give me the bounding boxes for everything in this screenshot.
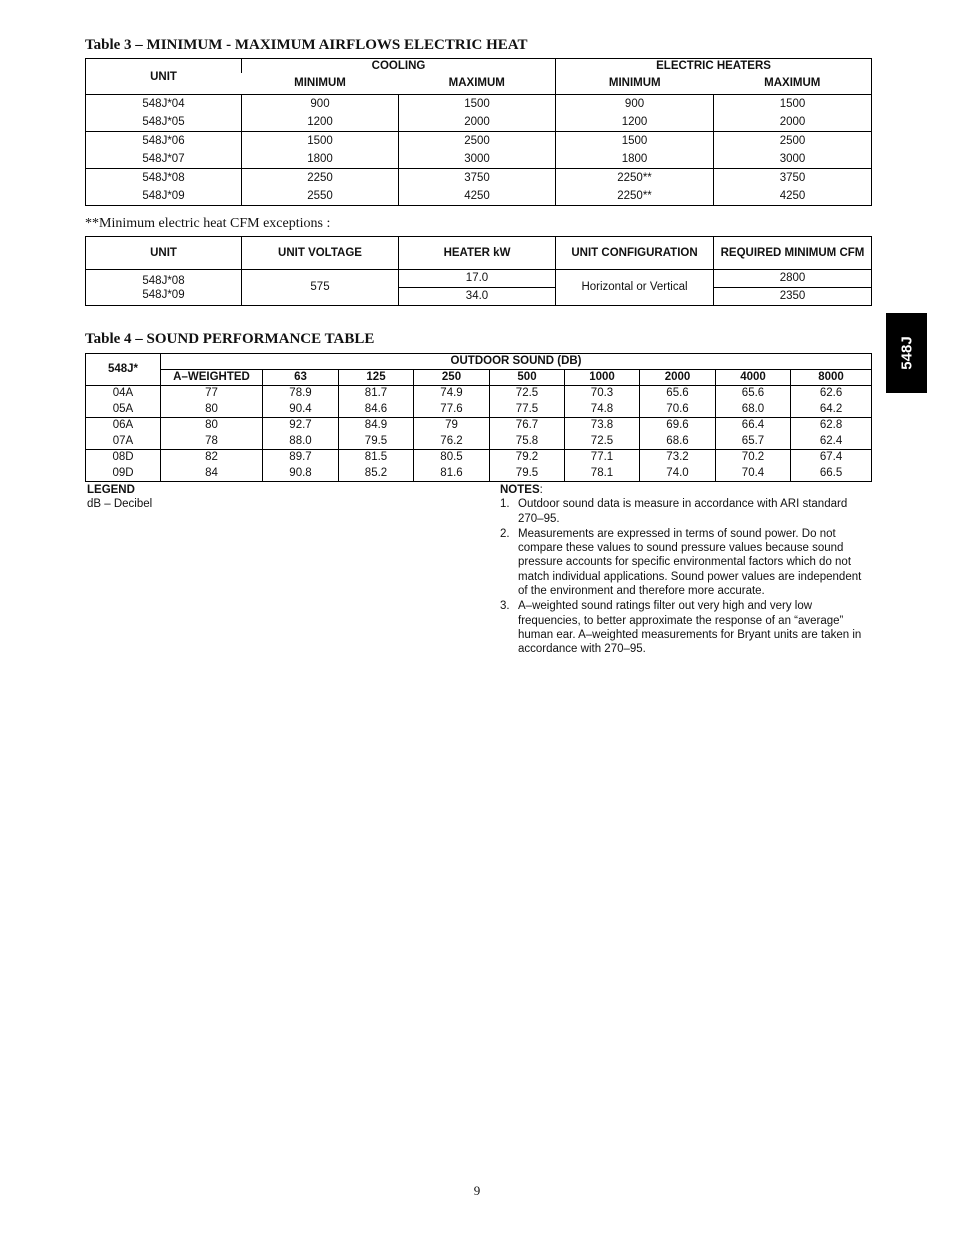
side-tab	[886, 313, 927, 393]
t4-col-header: 500	[490, 370, 565, 386]
model-cell: 07A	[112, 434, 134, 447]
sound-value-cell: 66.5	[791, 466, 872, 482]
value-cell: 3750	[399, 169, 556, 188]
sound-value-cell: 79.5	[339, 434, 414, 450]
unit-cell: 548J*04	[142, 98, 185, 110]
value-cell: 2500	[714, 132, 872, 151]
table-row	[86, 466, 872, 482]
sound-value-cell: 77.1	[565, 450, 640, 466]
side-tab-label: 548J	[898, 336, 915, 370]
page-number: 9	[473, 1183, 481, 1198]
sound-value-cell: 78.1	[565, 466, 640, 482]
sound-value-cell: 74.9	[414, 386, 490, 402]
sound-value-cell: 70.4	[716, 466, 791, 482]
t4-col-header: 2000	[640, 370, 716, 386]
sound-value-cell: 76.2	[414, 434, 490, 450]
value-cell: 2000	[399, 113, 556, 132]
ex-header-config: UNIT CONFIGURATION	[556, 237, 714, 270]
sound-value-cell: 68.0	[716, 402, 791, 418]
header-cooling-max: MAXIMUM	[399, 73, 556, 95]
value-cell: 2250**	[556, 187, 714, 206]
sound-value-cell: 77.6	[414, 402, 490, 418]
value-cell: 1500	[556, 132, 714, 151]
sound-value-cell: 70.3	[565, 386, 640, 402]
unit-cell: 548J*09	[142, 190, 185, 202]
sound-value-cell: 78.9	[263, 386, 339, 402]
ex-unit-cell	[86, 270, 242, 306]
table-row	[86, 150, 872, 169]
ex-voltage: 575	[242, 270, 399, 306]
sound-value-cell: 79	[414, 418, 490, 434]
notes-title: NOTES	[500, 484, 540, 496]
table-row	[86, 418, 872, 434]
table-row	[86, 95, 872, 114]
ex-header-unit: UNIT	[86, 237, 242, 270]
sound-value-cell: 76.7	[490, 418, 565, 434]
ex-kw-1: 17.0	[399, 270, 556, 288]
sound-value-cell: 77.5	[490, 402, 565, 418]
notes-list	[500, 497, 872, 656]
model-cell: 09D	[112, 466, 134, 479]
ex-kw-2: 34.0	[399, 288, 556, 306]
sound-value-cell: 77	[161, 386, 263, 402]
sound-value-cell: 89.7	[263, 450, 339, 466]
notes: NOTES: 1. Outdoor sound data is measure in accordance with ARI standard 270–95. 2. Measurements are expressed in terms of sound power. Do not compare these values to sound pressure values because sound pressure accounts for specific environmental factors which do not match individual applications. Sound power values are independent of the environment and therefore more accurate. 3. A–weighted sound ratings filter out very high and very low frequencies, to better approximate the response of an “average” human ear. A–weighted measurements for Bryant units are taken in accordance with 270–95.	[500, 483, 872, 658]
header-cooling-min: MINIMUM	[242, 73, 399, 95]
sound-value-cell: 66.4	[716, 418, 791, 434]
note-item	[500, 599, 872, 656]
sound-value-cell: 80.5	[414, 450, 490, 466]
ex-cfm-1: 2800	[714, 270, 872, 288]
unit-cell: 548J*07	[142, 153, 185, 165]
t4-header-outdoor-sound: OUTDOOR SOUND (DB)	[161, 354, 872, 370]
value-cell: 1200	[556, 113, 714, 132]
legend	[87, 483, 152, 512]
value-cell: 4250	[714, 187, 872, 206]
ex-cfm-2: 2350	[714, 288, 872, 306]
sound-value-cell: 78	[161, 434, 263, 450]
table3-title: Table 3 – MINIMUM - MAXIMUM AIRFLOWS ELECTRIC HEAT	[85, 37, 528, 53]
sound-value-cell: 70.6	[640, 402, 716, 418]
note-text: A–weighted sound ratings filter out very high and very low frequencies, to better approximate the response of an “average” human ear. A–weighted measurements for Bryant units are taken in accordance with 270–95.	[518, 600, 862, 656]
sound-value-cell: 79.2	[490, 450, 565, 466]
table-row	[86, 187, 872, 206]
sound-value-cell: 90.4	[263, 402, 339, 418]
sound-value-cell: 79.5	[490, 466, 565, 482]
sound-value-cell: 64.2	[791, 402, 872, 418]
value-cell: 3000	[714, 150, 872, 169]
sound-value-cell: 80	[161, 418, 263, 434]
table-row	[86, 132, 872, 151]
sound-value-cell: 62.4	[791, 434, 872, 450]
note-text: Outdoor sound data is measure in accordance with ARI standard 270–95.	[518, 498, 848, 525]
sound-value-cell: 68.6	[640, 434, 716, 450]
sound-value-cell: 82	[161, 450, 263, 466]
model-cell: 04A	[112, 387, 134, 399]
sound-value-cell: 67.4	[791, 450, 872, 466]
ex-unit-1: 548J*08	[142, 274, 185, 287]
cfm-exceptions-table	[85, 236, 872, 306]
sound-value-cell: 65.6	[640, 386, 716, 402]
sound-value-cell: 84	[161, 466, 263, 482]
table-row	[86, 450, 872, 466]
t4-col-header: 63	[263, 370, 339, 386]
unit-cell: 548J*08	[86, 169, 242, 188]
t4-col-header: 1000	[565, 370, 640, 386]
sound-value-cell: 81.7	[339, 386, 414, 402]
value-cell: 2550	[242, 187, 399, 206]
ex-config: Horizontal or Vertical	[556, 270, 714, 306]
legend-title: LEGEND	[87, 484, 135, 496]
header-heat-min: MINIMUM	[556, 73, 714, 95]
sound-value-cell: 90.8	[263, 466, 339, 482]
ex-header-kw: HEATER kW	[399, 237, 556, 270]
table4-title: Table 4 – SOUND PERFORMANCE TABLE	[85, 331, 375, 347]
note-number: 1.	[500, 498, 510, 511]
sound-value-cell: 88.0	[263, 434, 339, 450]
note-item	[500, 527, 872, 598]
ex-header-cfm: REQUIRED MINIMUM CFM	[714, 237, 872, 270]
value-cell: 900	[556, 95, 714, 114]
sound-value-cell: 62.6	[791, 386, 872, 402]
value-cell: 1500	[399, 95, 556, 114]
value-cell: 4250	[399, 187, 556, 206]
sound-performance-table	[85, 353, 872, 482]
table-row	[86, 169, 872, 188]
model-cell: 08D	[86, 450, 161, 466]
sound-value-cell: 70.2	[716, 450, 791, 466]
model-cell: 05A	[112, 402, 134, 415]
header-unit: UNIT	[86, 59, 242, 95]
table-row	[86, 113, 872, 132]
note-text: Measurements are expressed in terms of sound power. Do not compare these values to sound pressure values because sound pressure accounts for specific environmental factors which do not match individual applications. Sound power values are independent of the environment and therefore more accurate.	[518, 527, 862, 598]
value-cell: 2500	[399, 132, 556, 151]
value-cell: 3000	[399, 150, 556, 169]
sound-value-cell: 65.6	[716, 386, 791, 402]
value-cell: 1800	[242, 150, 399, 169]
value-cell: 2000	[714, 113, 872, 132]
sound-value-cell: 84.9	[339, 418, 414, 434]
unit-cell: 548J*06	[86, 132, 242, 151]
note-number: 2.	[500, 527, 510, 540]
table-row	[86, 402, 872, 418]
value-cell: 3750	[714, 169, 872, 188]
legend-item: dB – Decibel	[87, 498, 153, 511]
sound-value-cell: 81.5	[339, 450, 414, 466]
value-cell: 1800	[556, 150, 714, 169]
t4-col-header: 250	[414, 370, 490, 386]
table-row	[86, 386, 872, 402]
value-cell: 1500	[242, 132, 399, 151]
unit-cell: 548J*05	[142, 116, 185, 128]
sound-value-cell: 75.8	[490, 434, 565, 450]
sound-value-cell: 85.2	[339, 466, 414, 482]
sound-value-cell: 81.6	[414, 466, 490, 482]
value-cell: 1200	[242, 113, 399, 132]
header-cooling: COOLING	[242, 59, 556, 74]
sound-value-cell: 80	[161, 402, 263, 418]
sound-value-cell: 69.6	[640, 418, 716, 434]
value-cell: 2250**	[556, 169, 714, 188]
sound-value-cell: 65.7	[716, 434, 791, 450]
value-cell: 2250	[242, 169, 399, 188]
t4-col-header: A–WEIGHTED	[161, 370, 263, 386]
cfm-exceptions-note: **Minimum electric heat CFM exceptions :	[85, 216, 331, 231]
sound-value-cell: 73.2	[640, 450, 716, 466]
t4-col-header: 8000	[791, 370, 872, 386]
t4-col-header: 125	[339, 370, 414, 386]
header-electric-heaters: ELECTRIC HEATERS	[556, 59, 872, 74]
ex-unit-2: 548J*09	[142, 288, 185, 301]
sound-value-cell: 72.5	[565, 434, 640, 450]
note-item	[500, 497, 872, 526]
value-cell: 900	[242, 95, 399, 114]
sound-value-cell: 62.8	[791, 418, 872, 434]
table-row	[86, 434, 872, 450]
t4-col-header: 4000	[716, 370, 791, 386]
model-cell: 06A	[86, 418, 161, 434]
sound-value-cell: 72.5	[490, 386, 565, 402]
note-number: 3.	[500, 600, 510, 613]
sound-value-cell: 73.8	[565, 418, 640, 434]
airflow-table	[85, 58, 872, 206]
sound-value-cell: 74.0	[640, 466, 716, 482]
value-cell: 1500	[714, 95, 872, 114]
sound-value-cell: 84.6	[339, 402, 414, 418]
ex-header-voltage: UNIT VOLTAGE	[242, 237, 399, 270]
t4-header-unit: 548J*	[86, 354, 161, 386]
header-heat-max: MAXIMUM	[714, 73, 872, 95]
sound-value-cell: 92.7	[263, 418, 339, 434]
sound-value-cell: 74.8	[565, 402, 640, 418]
